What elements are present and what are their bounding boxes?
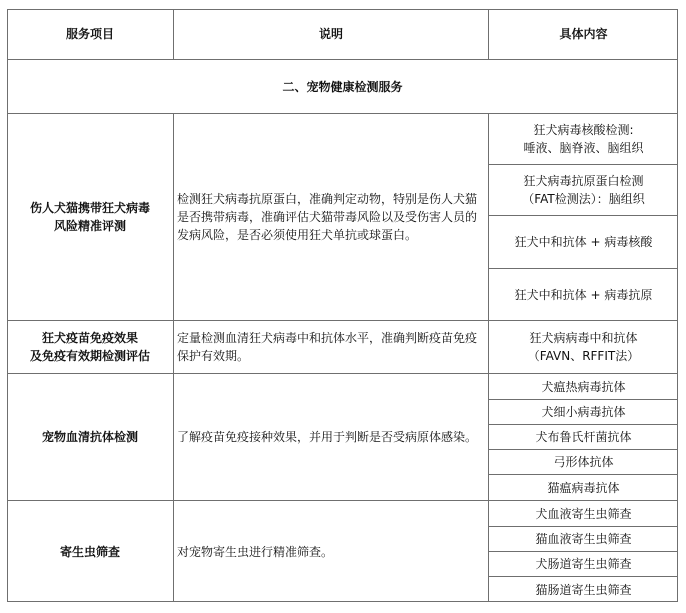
section-title: 二、宠物健康检测服务 <box>282 79 403 94</box>
item-line: （FAVN、RFFIT法） <box>527 349 640 363</box>
row-name-line: 及免疫有效期检测评估 <box>29 349 150 363</box>
row-desc-vaccine-efficacy: 定量检测血清狂犬病毒中和抗体水平，准确判断疫苗免疫保护有效期。 <box>177 331 478 363</box>
header-description: 说明 <box>318 27 343 41</box>
row-name-rabies-risk <box>7 114 173 320</box>
header-details: 具体内容 <box>559 27 608 41</box>
row-desc-parasite-screening: 对宠物寄生虫进行精准筛查。 <box>177 544 334 559</box>
item-line: 唾液、脑脊液、脑组织 <box>523 141 644 155</box>
item-cell: 猫瘟病毒抗体 <box>547 480 620 495</box>
row-name-serum-antibody: 宠物血清抗体检测 <box>41 430 138 444</box>
row-name-line: 伤人犬猫携带狂犬病毒 <box>29 201 150 215</box>
row-name-parasite-screening: 寄生虫筛查 <box>59 544 120 559</box>
item-cell: 狂犬中和抗体 + 病毒核酸 <box>514 235 653 249</box>
row-name-line: 狂犬疫苗免疫效果 <box>41 331 138 345</box>
item-cell: 犬细小病毒抗体 <box>541 405 626 419</box>
item-cell: 狂犬中和抗体 + 病毒抗原 <box>514 287 653 302</box>
item-line: 狂犬病毒核酸检测: <box>533 123 634 137</box>
row-desc-serum-antibody: 了解疫苗免疫接种效果，并用于判断是否受病原体感染。 <box>177 430 478 444</box>
item-cell <box>489 165 678 215</box>
item-cell: 犬血液寄生虫筛查 <box>535 506 632 521</box>
item-cell: 猫肠道寄生虫筛查 <box>535 582 632 597</box>
row-name-vaccine-efficacy <box>7 321 173 373</box>
row-desc-rabies-risk: 检测狂犬病毒抗原蛋白，准确判定动物，特别是伤人犬猫是否携带病毒，准确评估犬猫带毒风险以及受伤害人员的发病风险，是否必须使用狂犬单抗或球蛋白。 <box>177 192 478 242</box>
item-line: 狂犬病病毒中和抗体 <box>529 331 638 345</box>
item-line: （FAT检测法）：脑组织 <box>522 192 645 206</box>
item-cell <box>489 114 678 164</box>
item-cell <box>489 321 678 373</box>
item-line: 狂犬病毒抗原蛋白检测 <box>523 174 644 188</box>
item-cell: 弓形体抗体 <box>553 455 614 469</box>
item-cell: 猫血液寄生虫筛查 <box>535 532 632 546</box>
item-cell: 犬肠道寄生虫筛查 <box>535 557 632 571</box>
row-name-line: 风险精准评测 <box>53 219 126 233</box>
item-cell: 犬瘟热病毒抗体 <box>541 379 626 394</box>
header-service-item: 服务项目 <box>65 27 114 41</box>
item-cell: 犬布鲁氏杆菌抗体 <box>535 430 632 444</box>
